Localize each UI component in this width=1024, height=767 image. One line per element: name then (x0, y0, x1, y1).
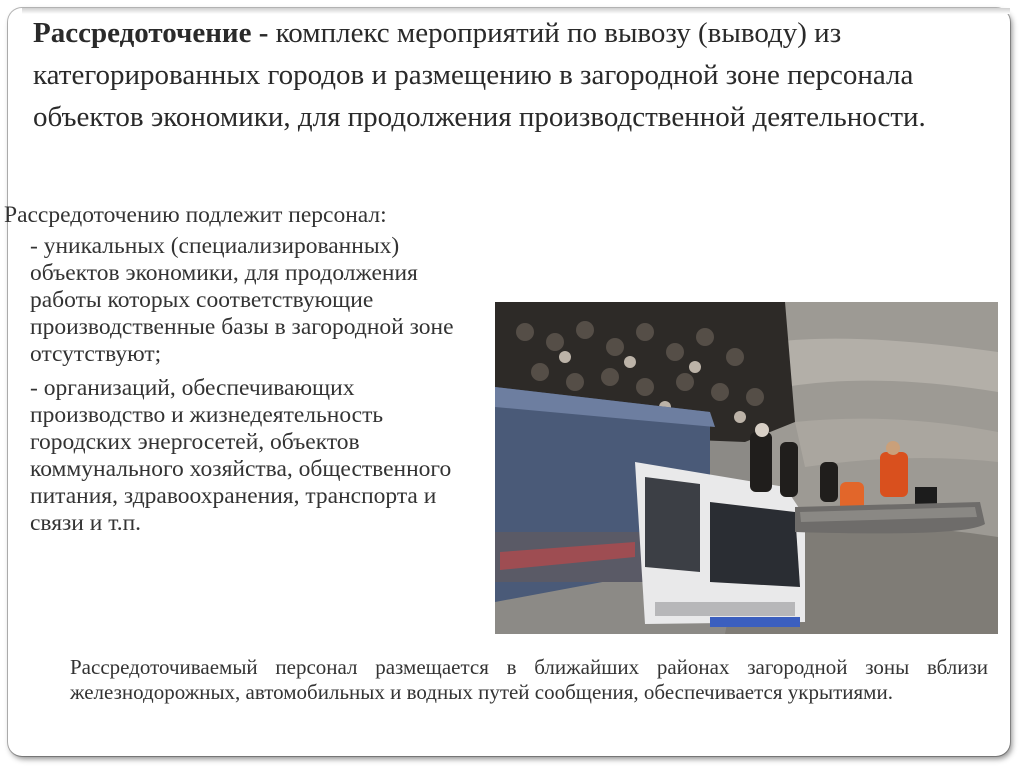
definition-paragraph (33, 12, 993, 138)
evacuation-photo (495, 302, 998, 634)
intro-line: Рассредоточению подлежит персонал: (4, 202, 387, 228)
definition-text: комплекс мероприятий по вывозу (выводу) из категорированных городов и размещению в загородной зоне персонала объектов экономики, для продолжения производственной деятельности. (33, 17, 926, 133)
footer-paragraph: Рассредоточиваемый персонал размещается в ближайших районах загородной зоны вблизи железнодорожных, автомобильных и водных путей сообщения, обеспечивается укрытиями. (70, 655, 988, 704)
list-item: - организаций, обеспечивающих производство и жизнедеятельность городских энергосетей, объектов коммунального хозяйства, общественного питания, здравоохранения, транспорта и связи и т.п. (30, 375, 452, 536)
definition-term: Рассредоточение - (33, 17, 269, 49)
list-item: - уникальных (специализированных) объектов экономики, для продолжения работы которых соответствующие производственные базы в загородной зоне отсутствуют; (30, 233, 454, 367)
personnel-list (30, 233, 485, 544)
